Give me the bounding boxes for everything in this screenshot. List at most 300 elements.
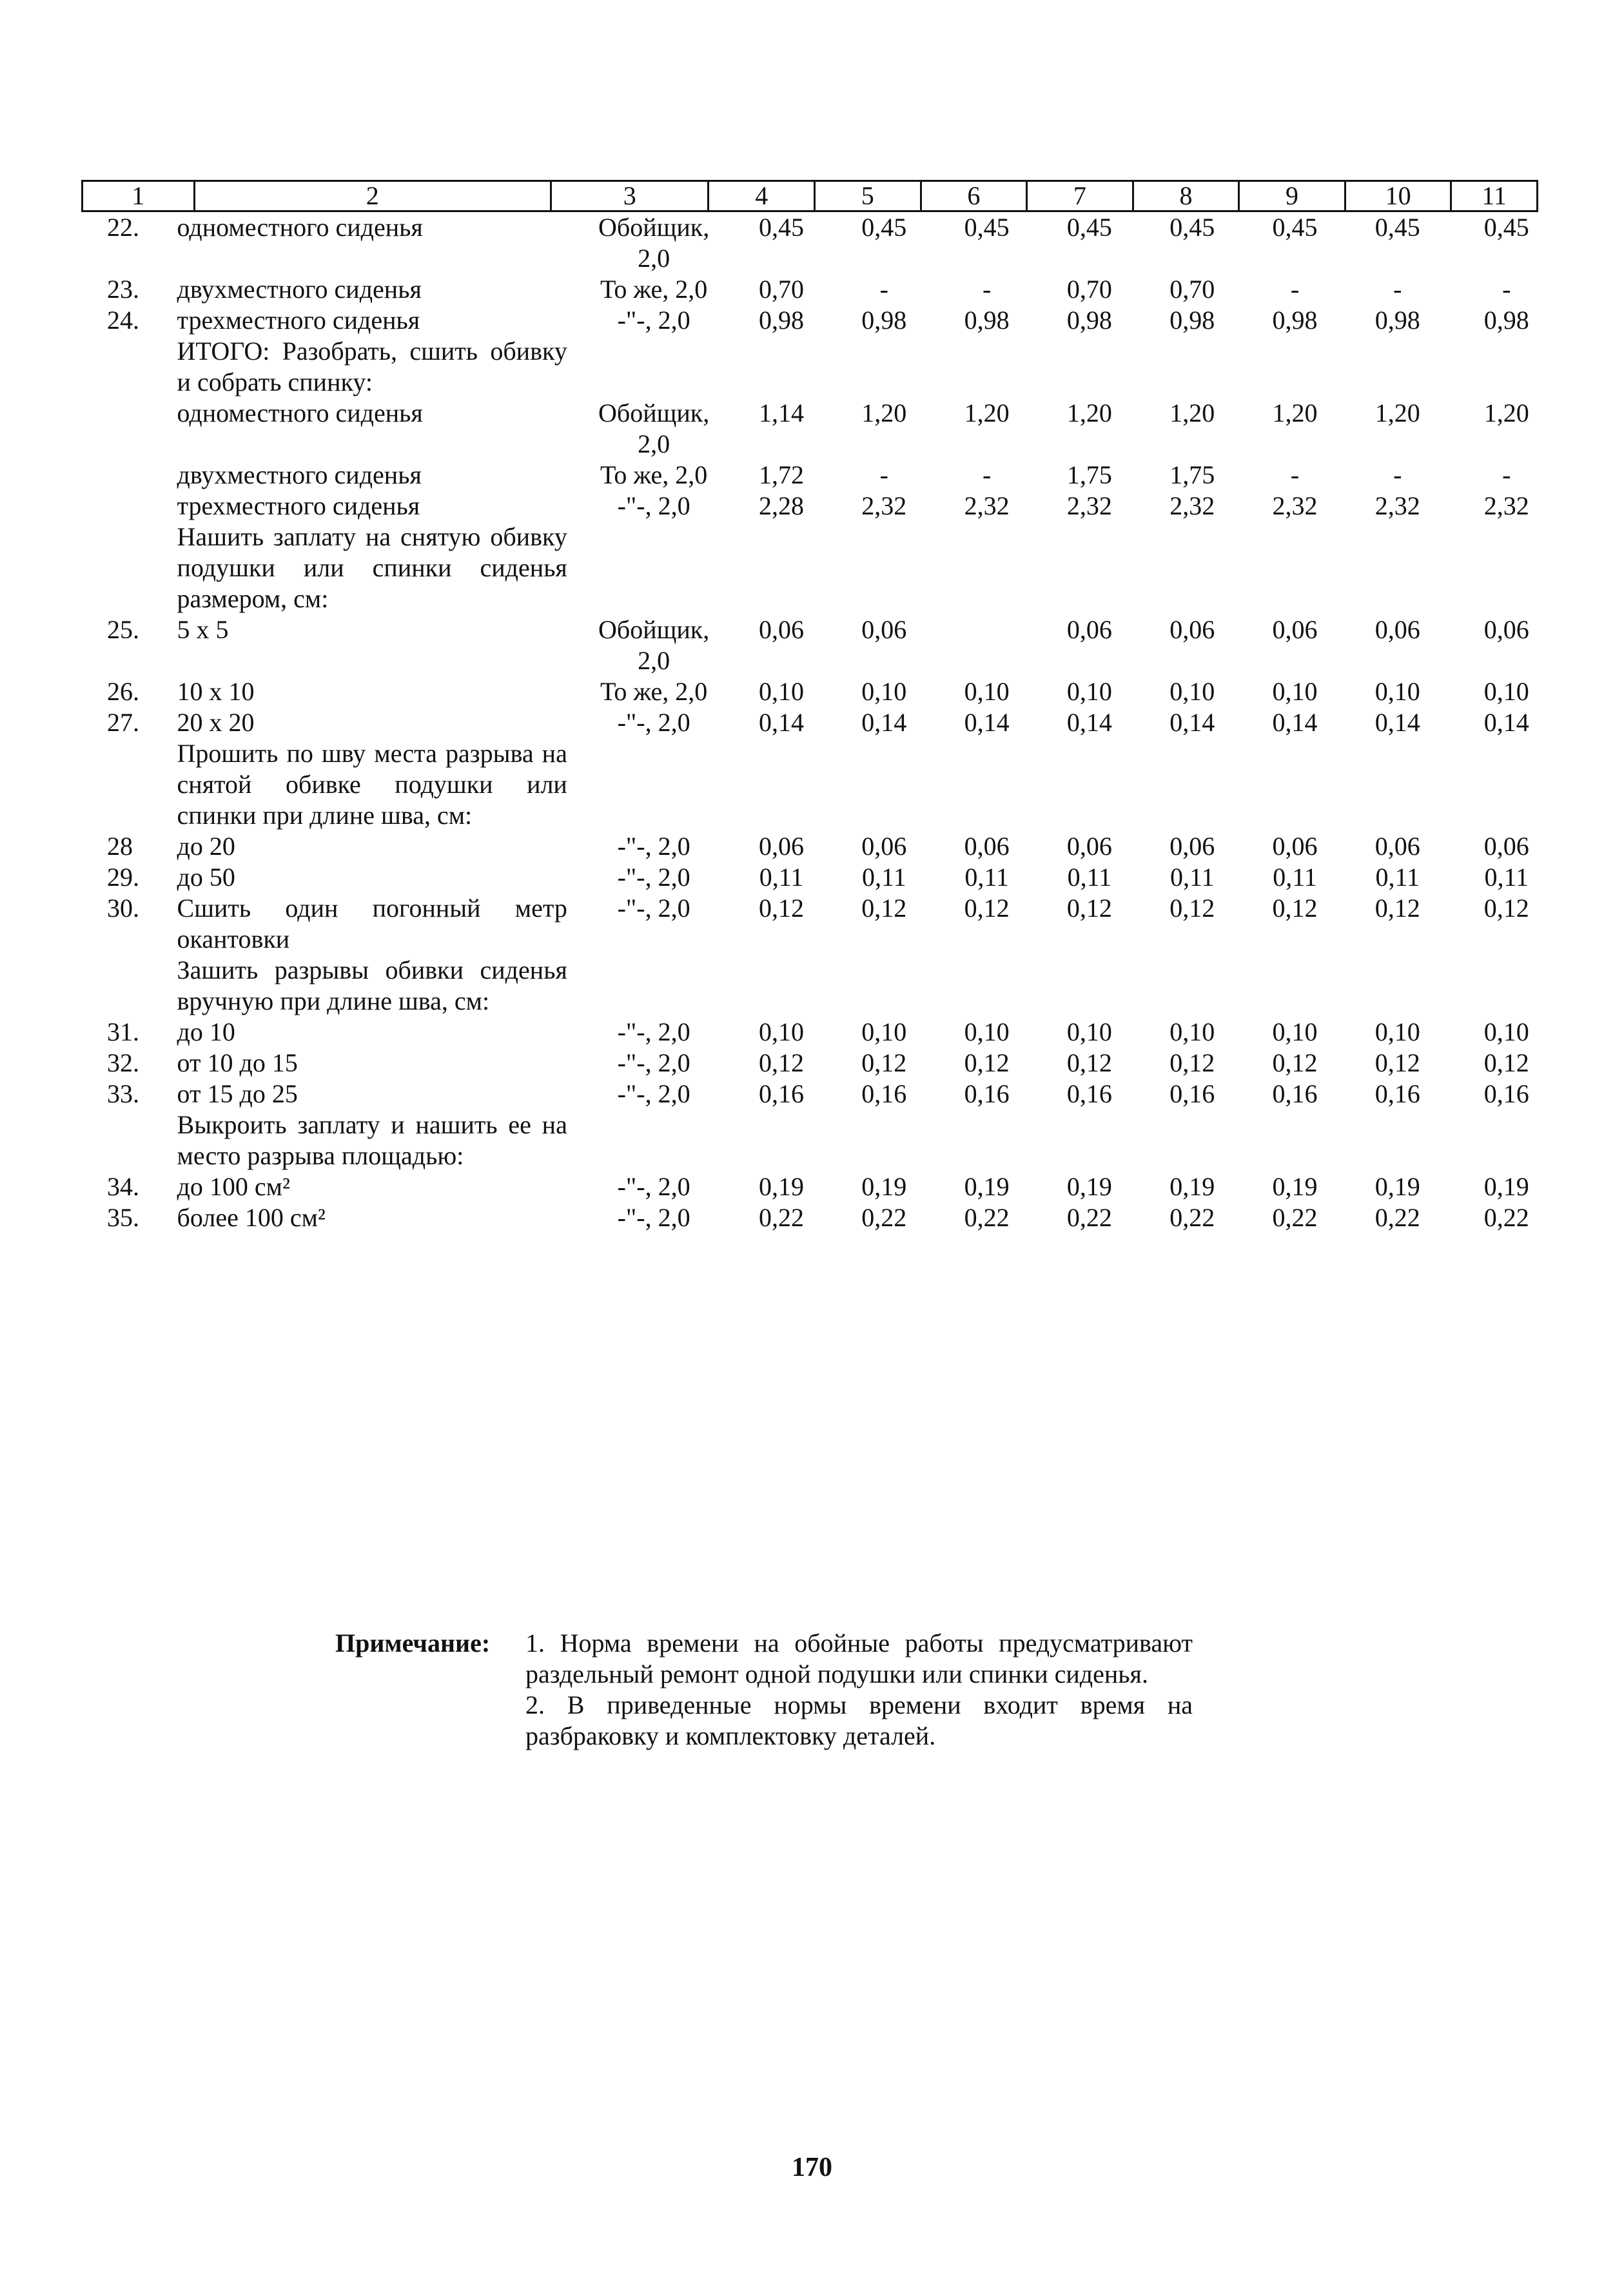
row-worker — [578, 212, 730, 274]
row-number: 32. — [107, 1048, 139, 1077]
row-description: 5 x 5 — [177, 615, 229, 644]
value-col-4: 0,14 — [759, 708, 804, 737]
value-col-5: 0,16 — [861, 1079, 907, 1108]
row-worker — [578, 893, 730, 955]
value-col-7: 0,70 — [1066, 275, 1112, 304]
worker-line: -"-, 2,0 — [617, 1017, 690, 1046]
worker-line: -"-, 2,0 — [617, 894, 690, 923]
value-col-10: - — [1393, 275, 1402, 304]
row-worker — [578, 522, 730, 614]
value-col-4 — [730, 522, 832, 614]
value-col-11: 0,10 — [1483, 1017, 1529, 1046]
value-col-4: 0,12 — [759, 1048, 804, 1077]
value-col-11: 1,20 — [1483, 398, 1529, 427]
value-col-6: 0,12 — [964, 1048, 1010, 1077]
value-col-4 — [730, 955, 832, 1017]
value-col-5: 0,98 — [861, 306, 907, 335]
value-col-7: 1,20 — [1066, 398, 1112, 427]
value-col-7: 0,14 — [1066, 708, 1112, 737]
value-col-7: 1,75 — [1066, 460, 1112, 489]
value-col-11: 0,11 — [1484, 863, 1529, 892]
row-description: до 50 — [177, 863, 235, 892]
value-col-10: 0,06 — [1375, 615, 1420, 644]
table-row — [81, 614, 1564, 676]
row-number: 27. — [107, 708, 139, 737]
value-col-7 — [1038, 738, 1140, 831]
worker-line: -"-, 2,0 — [617, 306, 690, 335]
value-col-6: 0,12 — [964, 894, 1010, 923]
value-col-5: - — [879, 275, 888, 304]
row-description: трехместного сиденья — [177, 306, 420, 335]
row-number — [81, 491, 170, 522]
worker-line: -"-, 2,0 — [617, 491, 690, 520]
value-col-7: 0,06 — [1066, 615, 1112, 644]
value-col-4: 0,12 — [759, 894, 804, 923]
table-row — [81, 676, 1564, 707]
row-worker — [578, 1202, 730, 1233]
row-number — [81, 955, 170, 1017]
row-number — [81, 738, 170, 831]
value-col-11: 0,12 — [1483, 1048, 1529, 1077]
value-col-6: 0,10 — [964, 1017, 1010, 1046]
value-col-11: 0,14 — [1483, 708, 1529, 737]
value-col-8: 0,19 — [1169, 1172, 1215, 1201]
value-col-4: 0,45 — [759, 213, 804, 242]
worker-line: То же, 2,0 — [600, 677, 708, 706]
value-col-4: 1,14 — [759, 398, 804, 427]
worker-line: 2,0 — [638, 244, 670, 273]
row-worker — [578, 707, 730, 738]
row-number: 24. — [107, 306, 139, 335]
row-worker — [578, 676, 730, 707]
table-row — [81, 274, 1564, 305]
value-col-11: 0,98 — [1483, 306, 1529, 335]
row-description: Выкроить заплату и нашить ее на место разрыва площадью: — [177, 1110, 567, 1170]
worker-line: 2,0 — [638, 429, 670, 458]
value-col-10: 0,10 — [1375, 677, 1420, 706]
header-cell-6: 6 — [922, 182, 1028, 210]
value-col-9: 0,14 — [1272, 708, 1318, 737]
value-col-5: 0,14 — [861, 708, 907, 737]
row-description: ИТОГО: Разобрать, сшить обивку и собрать спинку: — [177, 337, 567, 396]
value-col-5: 0,06 — [861, 832, 907, 861]
row-worker — [578, 491, 730, 522]
row-description: 10 x 10 — [177, 677, 255, 706]
value-col-7: 0,19 — [1066, 1172, 1112, 1201]
value-col-5 — [833, 955, 935, 1017]
row-number: 34. — [107, 1172, 139, 1201]
value-col-10: 0,06 — [1375, 832, 1420, 861]
row-description: более 100 см² — [177, 1203, 326, 1232]
value-col-6: 0,19 — [964, 1172, 1010, 1201]
header-cell-10: 10 — [1346, 182, 1453, 210]
table-row — [81, 1079, 1564, 1110]
value-col-11: 0,06 — [1483, 832, 1529, 861]
row-number — [81, 522, 170, 614]
worker-line: -"-, 2,0 — [617, 1079, 690, 1108]
value-col-4 — [730, 1110, 832, 1171]
value-col-10 — [1346, 1110, 1449, 1171]
value-col-10: 0,10 — [1375, 1017, 1420, 1046]
table-row — [81, 1202, 1564, 1233]
worker-line: То же, 2,0 — [600, 460, 708, 489]
value-col-4: 0,11 — [759, 863, 804, 892]
value-col-9: 1,20 — [1272, 398, 1318, 427]
worker-line: -"-, 2,0 — [617, 1172, 690, 1201]
value-col-9: 0,45 — [1272, 213, 1318, 242]
row-number: 29. — [107, 863, 139, 892]
row-number: 28 — [107, 832, 133, 861]
row-description: от 10 до 15 — [177, 1048, 298, 1077]
value-col-8: 1,75 — [1169, 460, 1215, 489]
value-col-8: 0,12 — [1169, 1048, 1215, 1077]
value-col-10: 1,20 — [1375, 398, 1420, 427]
row-description: Сшить один погонный метр окантовки — [177, 894, 567, 954]
table-row — [81, 336, 1564, 398]
value-col-7 — [1038, 522, 1140, 614]
value-col-7 — [1038, 1110, 1140, 1171]
row-worker — [578, 305, 730, 336]
row-number — [81, 398, 170, 460]
value-col-9: 0,98 — [1272, 306, 1318, 335]
value-col-9 — [1244, 1110, 1346, 1171]
worker-line: Обойщик, — [598, 398, 710, 427]
value-col-5: 0,06 — [861, 615, 907, 644]
value-col-6: - — [982, 460, 992, 489]
value-col-6 — [935, 738, 1038, 831]
value-col-7: 0,22 — [1066, 1203, 1112, 1232]
table-row — [81, 738, 1564, 831]
table-row — [81, 862, 1564, 893]
row-number — [81, 460, 170, 491]
value-col-5: 0,10 — [861, 677, 907, 706]
value-col-6: 0,22 — [964, 1203, 1010, 1232]
value-col-9: 0,11 — [1273, 863, 1317, 892]
value-col-9: - — [1290, 460, 1300, 489]
row-worker — [578, 398, 730, 460]
row-number: 23. — [107, 275, 139, 304]
table-row — [81, 1017, 1564, 1048]
value-col-6 — [935, 614, 1038, 676]
row-worker — [578, 460, 730, 491]
row-worker — [578, 738, 730, 831]
table-row — [81, 522, 1564, 614]
value-col-11: 0,10 — [1483, 677, 1529, 706]
value-col-8: 2,32 — [1169, 491, 1215, 520]
value-col-11: 0,16 — [1483, 1079, 1529, 1108]
value-col-5: 0,22 — [861, 1203, 907, 1232]
value-col-7: 0,06 — [1066, 832, 1112, 861]
value-col-6: 0,06 — [964, 832, 1010, 861]
row-number: 30. — [107, 894, 139, 923]
worker-line: -"-, 2,0 — [617, 1048, 690, 1077]
value-col-8: 0,16 — [1169, 1079, 1215, 1108]
value-col-7: 2,32 — [1066, 491, 1112, 520]
table-row — [81, 831, 1564, 862]
value-col-8 — [1141, 522, 1244, 614]
note-item: 1. Норма времени на обойные работы предусматривают раздельный ремонт одной подушки или спинки сиденья. — [525, 1629, 1193, 1688]
header-cell-3: 3 — [552, 182, 709, 210]
worker-line: -"-, 2,0 — [617, 708, 690, 737]
value-col-4: 0,06 — [759, 615, 804, 644]
value-col-9: 0,10 — [1272, 677, 1318, 706]
value-col-9: 0,19 — [1272, 1172, 1318, 1201]
value-col-4: 0,22 — [759, 1203, 804, 1232]
value-col-10: 0,16 — [1375, 1079, 1420, 1108]
value-col-8: 0,14 — [1169, 708, 1215, 737]
value-col-6: 2,32 — [964, 491, 1010, 520]
value-col-5: - — [879, 460, 888, 489]
worker-line: Обойщик, — [598, 615, 710, 644]
row-number: 22. — [107, 213, 139, 242]
value-col-11 — [1449, 336, 1564, 398]
row-worker — [578, 955, 730, 1017]
value-col-9: 2,32 — [1272, 491, 1318, 520]
value-col-9: 0,10 — [1272, 1017, 1318, 1046]
value-col-7: 0,45 — [1066, 213, 1112, 242]
worker-line: -"-, 2,0 — [617, 832, 690, 861]
value-col-9: 0,22 — [1272, 1203, 1318, 1232]
value-col-10: 0,14 — [1375, 708, 1420, 737]
value-col-6: 0,10 — [964, 677, 1010, 706]
value-col-6 — [935, 522, 1038, 614]
table-row — [81, 305, 1564, 336]
value-col-7: 0,10 — [1066, 677, 1112, 706]
value-col-6: 0,16 — [964, 1079, 1010, 1108]
header-cell-11: 11 — [1482, 181, 1507, 210]
row-number: 33. — [107, 1079, 139, 1108]
value-col-8 — [1141, 336, 1244, 398]
value-col-4 — [730, 738, 832, 831]
header-cell-8: 8 — [1134, 182, 1240, 210]
table-row — [81, 707, 1564, 738]
value-col-5: 0,12 — [861, 894, 907, 923]
row-description: от 15 до 25 — [177, 1079, 298, 1108]
table-row — [81, 212, 1564, 274]
worker-line: Обойщик, — [598, 213, 710, 242]
value-col-7 — [1038, 955, 1140, 1017]
value-col-11: 0,06 — [1483, 615, 1529, 644]
value-col-5 — [833, 1110, 935, 1171]
row-description: Прошить по шву места разрыва на снятой обивке подушки или спинки при длине шва, см: — [177, 739, 567, 830]
value-col-4: 0,10 — [759, 677, 804, 706]
value-col-5: 0,45 — [861, 213, 907, 242]
value-col-6: 0,45 — [964, 213, 1010, 242]
value-col-8 — [1141, 1110, 1244, 1171]
value-col-9: - — [1290, 275, 1300, 304]
value-col-11 — [1449, 1110, 1564, 1171]
value-col-9 — [1244, 522, 1346, 614]
row-worker — [578, 1110, 730, 1171]
table-row — [81, 491, 1564, 522]
value-col-9 — [1244, 955, 1346, 1017]
table-row — [81, 460, 1564, 491]
value-col-8: 0,70 — [1169, 275, 1215, 304]
value-col-11 — [1449, 738, 1564, 831]
value-col-10: - — [1393, 460, 1402, 489]
row-description: до 10 — [177, 1017, 235, 1046]
value-col-11: - — [1502, 460, 1511, 489]
row-description: двухместного сиденья — [177, 460, 422, 489]
value-col-6 — [935, 1110, 1038, 1171]
value-col-10: 0,45 — [1375, 213, 1420, 242]
header-cell-5: 5 — [816, 182, 922, 210]
row-worker — [578, 831, 730, 862]
value-col-7: 0,11 — [1067, 863, 1112, 892]
value-col-5: 1,20 — [861, 398, 907, 427]
value-col-8: 0,11 — [1169, 863, 1215, 892]
table-body — [81, 212, 1564, 1233]
row-number: 26. — [107, 677, 139, 706]
value-col-5: 0,19 — [861, 1172, 907, 1201]
row-description: до 100 см² — [177, 1172, 290, 1201]
row-worker — [578, 1079, 730, 1110]
note-item: 2. В приведенные нормы времени входит время на разбраковку и комплектовку деталей. — [525, 1690, 1193, 1750]
row-number: 31. — [107, 1017, 139, 1046]
value-col-11 — [1449, 522, 1564, 614]
value-col-8: 0,22 — [1169, 1203, 1215, 1232]
value-col-10: 0,12 — [1375, 1048, 1420, 1077]
value-col-9 — [1244, 336, 1346, 398]
value-col-8 — [1141, 955, 1244, 1017]
value-col-5: 0,12 — [861, 1048, 907, 1077]
row-description: двухместного сиденья — [177, 275, 422, 304]
value-col-7 — [1038, 336, 1140, 398]
value-col-6: 0,11 — [964, 863, 1009, 892]
value-col-10: 0,98 — [1375, 306, 1420, 335]
value-col-6: 1,20 — [964, 398, 1010, 427]
note-text — [525, 1628, 1193, 1752]
value-col-4: 1,72 — [759, 460, 804, 489]
worker-line: То же, 2,0 — [600, 275, 708, 304]
table-row — [81, 1110, 1564, 1171]
row-worker — [578, 1017, 730, 1048]
value-col-7: 0,12 — [1066, 1048, 1112, 1077]
value-col-6 — [935, 955, 1038, 1017]
value-col-8: 0,06 — [1169, 615, 1215, 644]
header-cell-9: 9 — [1240, 182, 1346, 210]
value-col-11: 0,19 — [1483, 1172, 1529, 1201]
value-col-9: 0,06 — [1272, 615, 1318, 644]
value-col-9: 0,12 — [1272, 894, 1318, 923]
header-cell-1: 1 — [83, 182, 195, 210]
table-row — [81, 398, 1564, 460]
worker-line: -"-, 2,0 — [617, 1203, 690, 1232]
value-col-4 — [730, 336, 832, 398]
value-col-5: 0,11 — [862, 863, 906, 892]
value-col-11 — [1449, 955, 1564, 1017]
table-header — [81, 180, 1538, 212]
value-col-7: 0,10 — [1066, 1017, 1112, 1046]
value-col-8: 0,10 — [1169, 677, 1215, 706]
value-col-11: 0,45 — [1483, 213, 1529, 242]
row-number — [81, 336, 170, 398]
value-col-10: 2,32 — [1375, 491, 1420, 520]
table-row — [81, 1048, 1564, 1079]
value-col-6 — [935, 336, 1038, 398]
row-number: 35. — [107, 1203, 139, 1232]
row-worker — [578, 336, 730, 398]
value-col-8: 0,45 — [1169, 213, 1215, 242]
value-col-4: 2,28 — [759, 491, 804, 520]
header-cell-7: 7 — [1028, 182, 1134, 210]
value-col-8: 0,98 — [1169, 306, 1215, 335]
row-worker — [578, 862, 730, 893]
value-col-8 — [1141, 738, 1244, 831]
row-description: одноместного сиденья — [177, 398, 423, 427]
table-row — [81, 893, 1564, 955]
table-row — [81, 955, 1564, 1017]
header-cell-2: 2 — [195, 182, 553, 210]
value-col-10 — [1346, 955, 1449, 1017]
value-col-6: - — [982, 275, 992, 304]
value-col-8: 0,12 — [1169, 894, 1215, 923]
value-col-7: 0,98 — [1066, 306, 1112, 335]
value-col-6: 0,14 — [964, 708, 1010, 737]
value-col-4: 0,19 — [759, 1172, 804, 1201]
row-number — [81, 1110, 170, 1171]
value-col-9 — [1244, 738, 1346, 831]
row-worker — [578, 1048, 730, 1079]
value-col-7: 0,16 — [1066, 1079, 1112, 1108]
value-col-11: 2,32 — [1483, 491, 1529, 520]
value-col-10 — [1346, 522, 1449, 614]
header-cell-4: 4 — [709, 182, 816, 210]
value-col-7: 0,12 — [1066, 894, 1112, 923]
value-col-9: 0,16 — [1272, 1079, 1318, 1108]
row-description: 20 x 20 — [177, 708, 255, 737]
value-col-4: 0,70 — [759, 275, 804, 304]
value-col-5 — [833, 522, 935, 614]
worker-line: -"-, 2,0 — [617, 863, 690, 892]
row-worker — [578, 1171, 730, 1202]
value-col-5 — [833, 336, 935, 398]
value-col-10 — [1346, 336, 1449, 398]
row-worker — [578, 274, 730, 305]
value-col-4: 0,16 — [759, 1079, 804, 1108]
row-description: трехместного сиденья — [177, 491, 420, 520]
value-col-4: 0,98 — [759, 306, 804, 335]
value-col-4: 0,10 — [759, 1017, 804, 1046]
value-col-9: 0,06 — [1272, 832, 1318, 861]
value-col-9: 0,12 — [1272, 1048, 1318, 1077]
value-col-8: 0,10 — [1169, 1017, 1215, 1046]
table-row — [81, 1171, 1564, 1202]
page-number: 170 — [792, 2153, 832, 2182]
worker-line: 2,0 — [638, 646, 670, 675]
value-col-11: 0,12 — [1483, 894, 1529, 923]
value-col-10: 0,19 — [1375, 1172, 1420, 1201]
value-col-8: 0,06 — [1169, 832, 1215, 861]
row-description: до 20 — [177, 832, 235, 861]
value-col-6: 0,98 — [964, 306, 1010, 335]
value-col-10 — [1346, 738, 1449, 831]
value-col-4: 0,06 — [759, 832, 804, 861]
value-col-11: 0,22 — [1483, 1203, 1529, 1232]
row-number: 25. — [107, 615, 139, 644]
value-col-5 — [833, 738, 935, 831]
note-label: Примечание: — [335, 1629, 491, 1658]
row-description: одноместного сиденья — [177, 213, 423, 242]
value-col-10: 0,22 — [1375, 1203, 1420, 1232]
value-col-11: - — [1502, 275, 1511, 304]
row-description: Нашить заплату на снятую обивку подушки или спинки сиденья размером, см: — [177, 522, 567, 613]
value-col-8: 1,20 — [1169, 398, 1215, 427]
row-description: Зашить разрывы обивки сиденья вручную при длине шва, см: — [177, 955, 567, 1015]
value-col-5: 0,10 — [861, 1017, 907, 1046]
value-col-5: 2,32 — [861, 491, 907, 520]
row-worker — [578, 614, 730, 676]
